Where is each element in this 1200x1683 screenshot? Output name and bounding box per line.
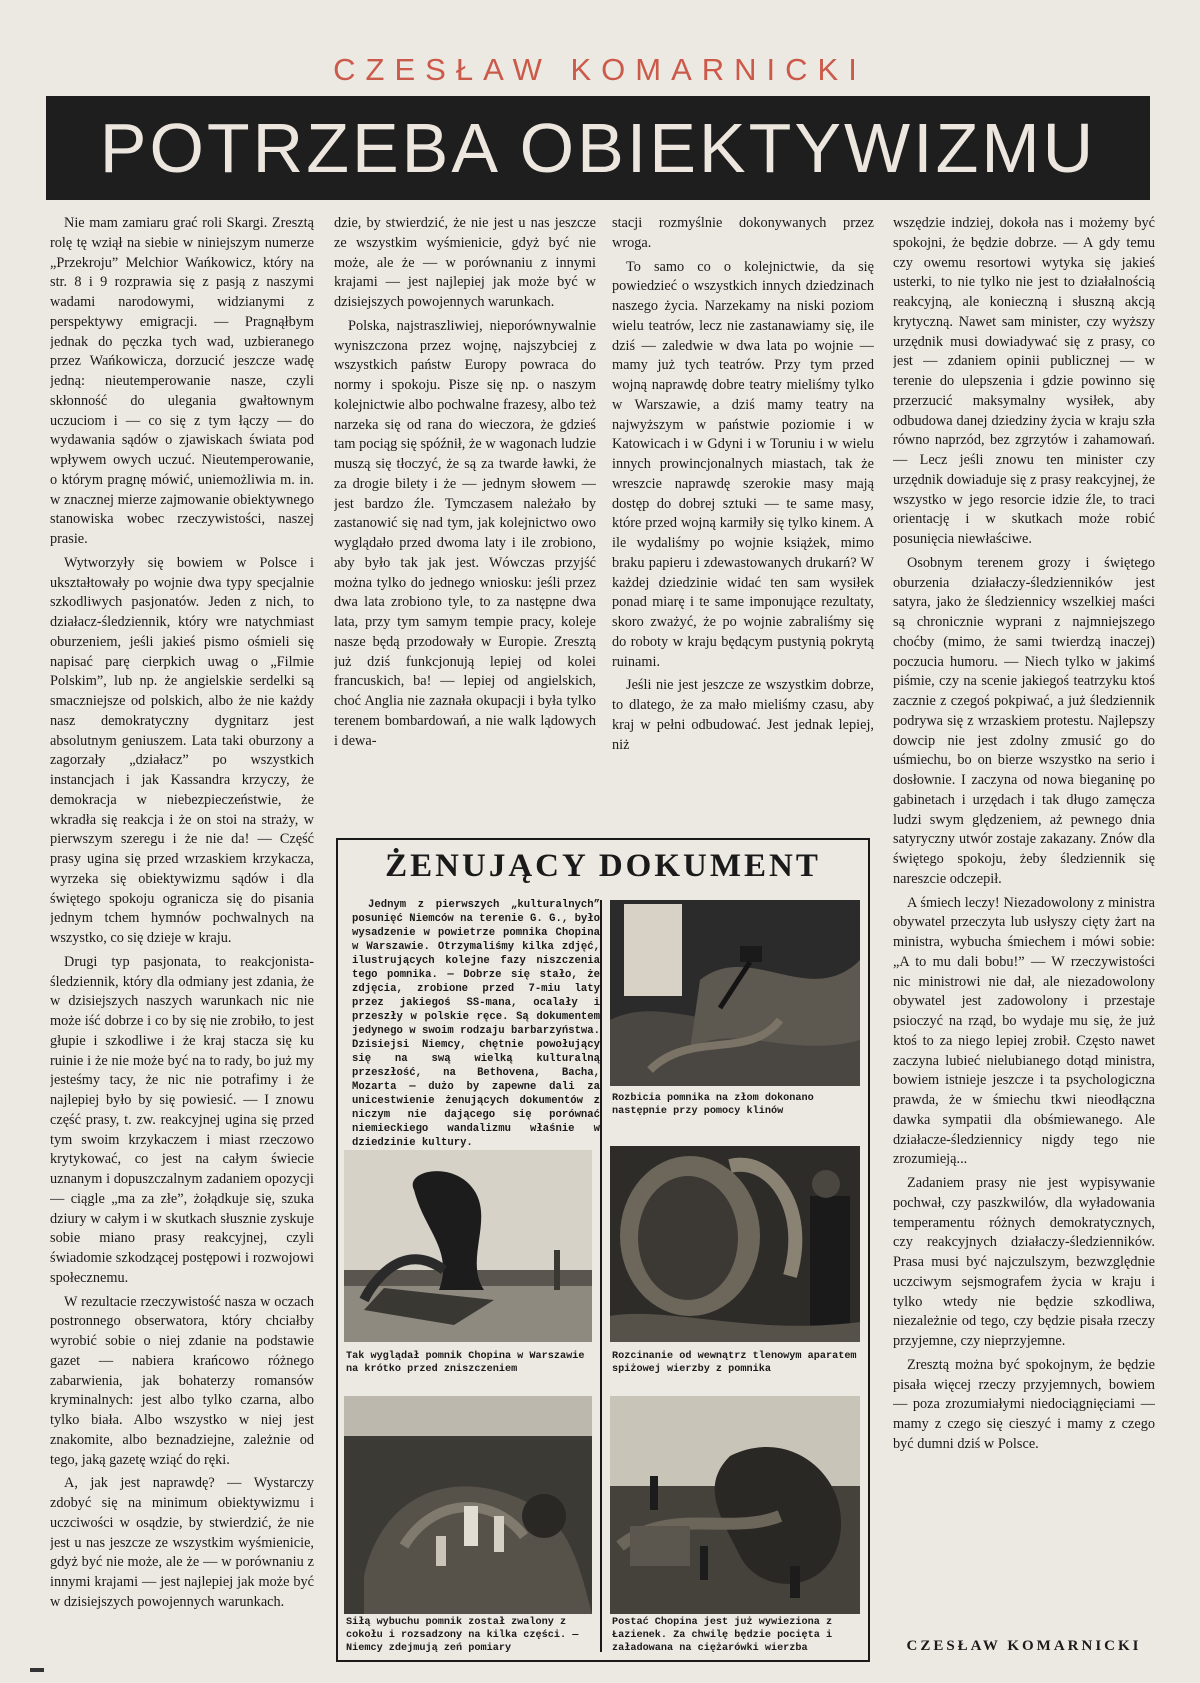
paragraph: Nie mam zamiaru grać roli Skargi. Zresztą rolę tę wziął na siebie w niniejszym numerze „Przekroju” Melchior Wańkowicz, który na str. 8 i 9 rozprawia się z pasją z naszymi wadami narodowymi, widzianymi z perspektywy emigracji. — Pragnąłbym jednak do pęczka tych wad, uzbieranego przez Wańkowicza, dorzucić jeszcze wadę jedną: nieutemperowanie nasze, czyli skłonność do ulegania gwałtownym uczuciom i — co się z tym łączy — do wydawania sądów o zjawiskach świata pod wpływem owych uczuć. Nieutemperowanie, o którym pragnę mówić, uniemożliwia m. in. w znacznej mierze zajmowanie obiektywnego stanowiska wobec rzeczywistości, naszej prasie.: [50, 215, 314, 547]
paragraph: Zresztą można być spokojnym, że będzie pisała więcej rzeczy przyjemnych, bowiem — poza zrozumiałymi niedociągnięciami — mamy z czego się cieszyć i mamy z czego być dumni dziś w Polsce.: [893, 1356, 1155, 1452]
caption-photo-explosion: Siłą wybuchu pomnik został zwalony z cokołu i rozsadzony na kilka części. — Niemcy zdejmują zeń pomiary: [346, 1617, 579, 1654]
paragraph: A, jak jest naprawdę? — Wystarczy zdobyć się na minimum obiektywizmu i uczciwości w osądzie, by stwierdzić, że nie jest u nas jeszcze ze wszystkim wyśmienicie, gdyż być nie może, ale że — w porównaniu z innymi krajami — jest najlepiej jak może być w dzisiejszych powojennych warunkach.: [50, 1475, 314, 1610]
page-title: POTRZEBA OBIEKTYWIZMU: [99, 109, 1097, 187]
article-column-4: [893, 214, 1155, 1644]
paragraph: W rezultacie rzeczywistość nasza w oczach postronnego obserwatora, który chciałby wyrobić sobie o niej zdanie na podstawie gazet — nabiera krańcowo różnego zabarwienia, jak bohaterzy romansów kryminalnych: jest albo tylko czarna, albo tylko biała. Albo wszystko w niej jest znakomite, albo beznadziejne, zależnie od tego, jaką gazetę wziąć do ręki.: [50, 1293, 314, 1468]
caption-photo-cutting: Rozcinanie od wewnątrz tlenowym aparatem spiżowej wierzby z pomnika: [612, 1351, 857, 1375]
box-intro: [352, 898, 600, 1150]
paragraph: Drugi typ pasjonata, to reakcjonista-śledziennik, który dla odmiany jest zdania, że w dzisiejszych naszych warunkach nic nie może iść dobrze i co by się nie zrobiło, to jest głupie i szkodliwe i że kraj stacza się ku ruinie i że nie może być na to rady, bo już my jesteśmy tacy, że nic nie potrafimy i że najlepiej było by się powiesić. — I znowu część prasy, t. zw. reakcyjnej ugina się przed tym swoim krzykaczem i miast rzeczowo krytykować, co jest na całym świecie uznanym i dopuszczalnym zadaniem opozycji — ciągle „ma za złe”, żołądkuje się, szuka dziury w całym i w skutkach słusznie zyskuje sobie miano prasy reakcyjnej, czyli świadomie szkodzącej postępowi i rozwojowi społecznemu.: [50, 953, 314, 1286]
photo-explosion: [344, 1396, 592, 1614]
paragraph: To samo co o kolejnictwie, da się powiedzieć o wszystkich innych dziedzinach naszego życia. Narzekamy na niski poziom wielu teatrów, lecz nie zastanawiamy się, ile dziś — zaledwie w dwa lata po wojnie — mamy już tych teatrów. Przy tym przed wojną naprawdę dobre teatry mieliśmy tylko w Warszawie, a dziś mamy teatry na najwyższym w państwie poziomie i w Katowicach i w Gdyni i w Toruniu i w wielu innych prowincjonalnych miastach, tak że wreszcie naprawdę szerokie masy mają dostęp do dobrej sztuki — te same masy, które przed wojną karmiły się tylko kinem. A ile wydaliśmy po wojnie książek, mimo braku papieru i zdewastowanych drukarń? W każdej dziedzinie widać ten sam wysiłek ponad miarę i te same imponujące rezultaty, skoro zważyć, że po wojnie zabraliśmy się do roboty w kraju będącym pustynią pokrytą ruinami.: [612, 258, 874, 670]
sidebar-box: [336, 838, 870, 1662]
author-signature: CZESŁAW KOMARNICKI: [906, 1638, 1142, 1654]
paragraph: Osobnym terenem grozy i świętego oburzenia działaczy-śledzienników jest satyra, jako że śledziennicy wszelkiej maści są chronicznie wyprani z najmniejszego choćby (mimo, że sami twierdzą inaczej) poczucia humoru. — Niech tylko w jakimś piśmie, czy na scenie jakiegoś teatrzyku ktoś zacznie z czegoś pokpiwać, a już śledziennik podrywa się z wrzaskiem protestu. Najlepszy dowcip nie jest zdolny zmusić go do uśmiechu, bo on bierze wszystko na serio i dosłownie. I zaczyna od nowa bieganinę po gabinetach i urzędach i tak długo zamęcza ludzi swym ględzeniem, aż pewnego dnia satyryczny utwór zostaje zakazany. Znów dla świętego spokoju, żeby śledziennik się nareszcie odczepił.: [893, 554, 1155, 887]
caption-photo-monument: Tak wyglądał pomnik Chopina w Warszawie na krótko przed zniszczeniem: [346, 1351, 585, 1375]
caption-photo-wedges: Rozbicia pomnika na złom dokonano następnie przy pomocy klinów: [612, 1093, 814, 1117]
box-intro-text: Jednym z pierwszych „kulturalnych” posunięć Niemców na terenie G. G., było wysadzenie w powietrze pomnika Chopina w Warszawie. Otrzymaliśmy kilka zdjęć, ilustrujących kolejne fazy niszczenia tego pomnika. — Dobrze się stało, że zdjęcia, zrobione przed 7-miu laty przez jakiegoś SS-mana, ocalały i przeszły w polskie ręce. Są dokumentem jedynego w swoim rodzaju barbarzyństwa. Dzisiejsi Niemcy, chętnie powołujący się na swą wielką kulturalną przeszłość, na Bethovena, Bacha, Mozarta — dużo by zapewne dali za unicestwienie żenujących dokumentów z niczym nie dającego się porównać niemieckiego wandalizmu właśnie w dziedzinie kultury.: [352, 899, 600, 1149]
paragraph: Wytworzyły się bowiem w Polsce i ukształtowały po wojnie dwa typy specjalnie szkodliwych pasjonatów. Jeden z nich, to działacz-śledziennik, który wre natychmiast oburzeniem, jeśli jakieś pismo ośmieli się napisać parę cierpkich uwag o „Filmie Polskim”, lub np. że angielskie serdelki są smaczniejsze od polskich, albo że nie każdy nasz demokratyczny dygnitarz jest absolutnym geniuszem. Lata taki oburzony a zagorzały „działacz” po wszystkich instancjach i jak Kassandra krzyczy, że demokracja w niebezpieczeństwie, że wkradła się reakcja i że on stoi na straży, w pierwszym szeregu i że nie da! — Część prasy ugina się przed wrzaskiem krzykacza, wyrzeka się obiektywizmu sądów i dla świętego spokoju ogranicza się do pisania jednym tchem hymnów pochwalnych na wszystko, co się dzieje w kraju.: [50, 554, 314, 946]
page-corner-mark: [30, 1668, 44, 1672]
photo-removal: [610, 1396, 860, 1614]
photo-cutting: [610, 1146, 860, 1342]
paragraph: Zadaniem prasy nie jest wypisywanie pochwał, czy paszkwilów, dla wyładowania temperamentu różnych demokratycznych, czy reakcyjnych działaczy-śledzienników. Prasa musi być najczulszym, bezwzględnie uczciwym sejsmografem życia w kraju i tylko wtedy nie będzie szkodliwa, niezależnie od tego, czy będzie pisała rzeczy przyjemne, czy nieprzyjemne.: [893, 1175, 1155, 1349]
paragraph: Jeśli nie jest jeszcze ze wszystkim dobrze, to dlatego, że za mało mieliśmy czasu, aby kraj w pełni odbudować. Jest jednak lepiej, niż: [612, 677, 874, 753]
caption-photo-removal: Postać Chopina jest już wywieziona z Łazienek. Za chwilę będzie pocięta i załadowana na ciężarówki wierzba: [612, 1617, 833, 1654]
photo-monument: [344, 1150, 592, 1342]
paragraph: Polska, najstraszliwiej, nieporównywalnie wyniszczona przez wojnę, najszybciej z wszystkich państw Europy powraca do normy i spokoju. Pisze się np. o naszym kolejnictwie albo pochwalne frazesy, albo też narzeka się od rana do wieczora, że gdzieś tam pociąg się spóźnił, że w wagonach ludzie muszą się tłoczyć, że są za twarde ławki, że za drogie bilety i że — jednym słowem — jest bardzo źle. Tymczasem należało by zastanowić się nad tym, jak kolejnictwo owo wyglądało przed dwoma laty i ile zrobiono, aby było tak jak jest. Wówczas przyjść można tylko do jednego wniosku: jeśli przez dwa lata zrobiono tyle, to za następne dwa lata, przy tym samym tempie pracy, koleje nasze będą przodowały w Europie. Zresztą już dziś funkcjonują lepiej od kolei francuskich, ba! — lepiej od angielskich, choć Anglia nie zaznała okupacji i była tylko terenem bombardowań, a nie walk lądowych i dewa-: [334, 317, 596, 749]
paragraph: stacji rozmyślnie dokonywanych przez wroga.: [612, 215, 874, 251]
title-band: [46, 96, 1150, 200]
box-divider: [600, 900, 602, 1652]
paragraph: wszędzie indziej, dokoła nas i możemy być spokojni, że będzie dobrze. — A gdy temu czy owemu resortowi wytyka się jakieś usterki, to nie tylko nie jest to działalnością reakcyjną, ale konieczną i słuszną akcją krytyczną. Nawet sam minister, czy wyższy urzędnik musi dowiadywać się z prasy, co jest — zdaniem opinii publicznej — w terenie do ulepszenia i gdzie powinno się przerzucić maksymalny wysiłek, aby odbudowa danej dziedziny życia w kraju szła równo naprzód, bez zgrzytów i zahamowań. — Lecz jeśli znowu ten minister czy urzędnik dowiaduje się z prasy reakcyjnej, że wszystko w jego resorcie idzie źle, to traci orientację i w skutkach może robić posunięcia niewłaściwe.: [893, 215, 1155, 547]
paragraph: A śmiech leczy! Niezadowolony z ministra obywatel przeczyta lub usłyszy cięty żart na ministra, wybucha śmiechem i mówi sobie: „A to mu dali bobu!” — W rzeczywistości nic ministrowi nie dał, ale niezadowolony obywatel jest zadowolony i przestaje psioczyć na rząd, bo wydaje mu się, że już ktoś to za niego lepiej zrobił. Często nawet zaczyna lubieć nielubianego dotąd ministra, bowiem istnieje jeszcze i ta psychologiczna prawda, że w śmiechu tkwi nieodłączna dawka sympatii dla obśmiewanego. Ale działacze-śledziennicy nigdy tego nie zrozumieją...: [893, 894, 1155, 1168]
box-title: ŻENUJĄCY DOKUMENT: [385, 848, 821, 884]
paragraph: dzie, by stwierdzić, że nie jest u nas jeszcze ze wszystkim wyśmienicie, gdyż być nie może, ale że — w porównaniu z innymi krajami — jest najlepiej jak może być w dzisiejszych powojennych warunkach.: [334, 215, 596, 310]
article-column-3: [612, 214, 874, 824]
article-column-2: [334, 214, 596, 824]
photo-wedges: [610, 900, 860, 1086]
author-header: CZESŁAW KOMARNICKI: [333, 52, 867, 87]
article-column-1: [50, 214, 314, 1664]
